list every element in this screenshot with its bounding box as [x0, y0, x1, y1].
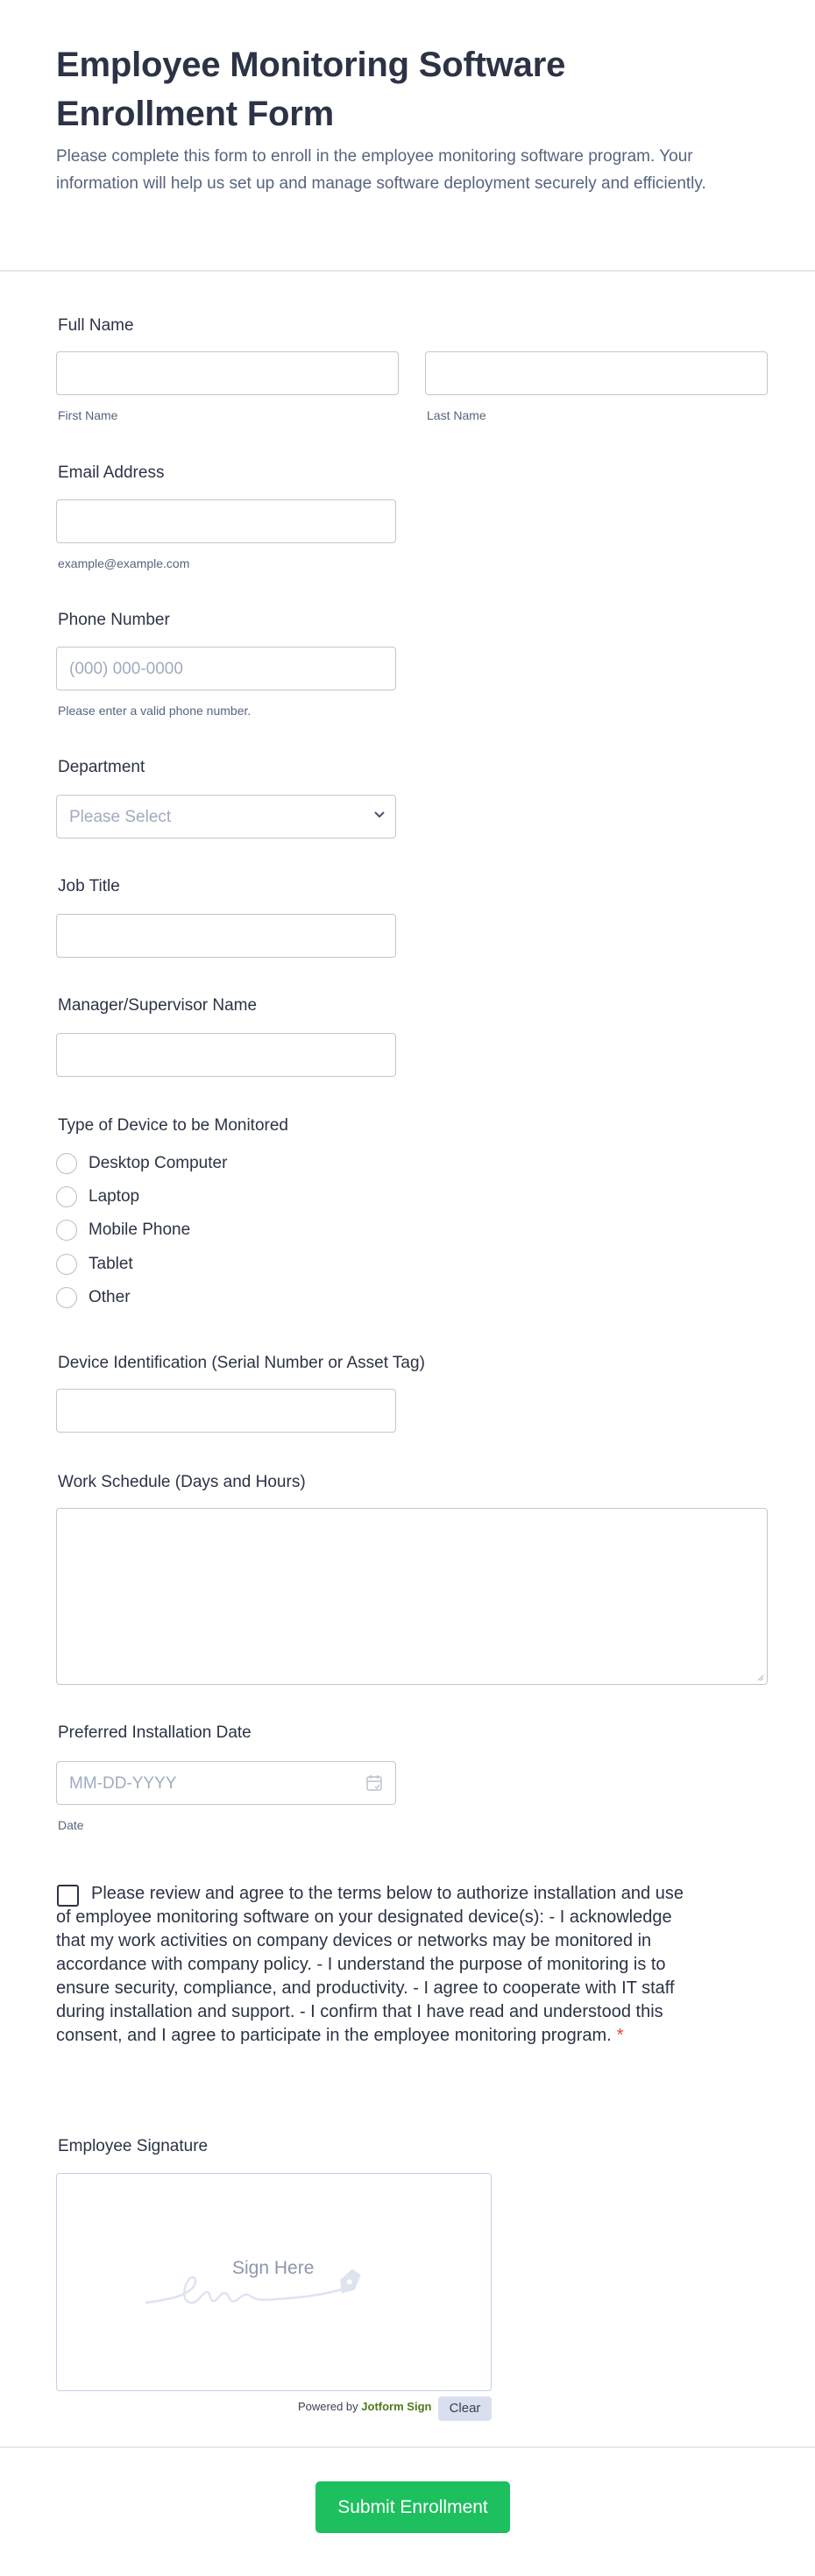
form-title: Employee Monitoring Software Enrollment Form	[56, 46, 566, 133]
email-sublabel: example@example.com	[58, 556, 190, 570]
resize-handle-icon[interactable]	[755, 1673, 764, 1681]
radio-label: Other	[89, 1288, 131, 1306]
work-schedule-textarea[interactable]	[56, 1508, 768, 1685]
radio-option-tablet[interactable]	[56, 1254, 133, 1275]
chevron-down-icon	[374, 811, 385, 818]
radio-button[interactable]	[56, 1220, 77, 1241]
signature-label: Employee Signature	[58, 2137, 209, 2155]
work-schedule-label: Work Schedule (Days and Hours)	[58, 1473, 306, 1491]
last-name-input[interactable]	[425, 351, 768, 395]
footer-divider	[0, 2446, 815, 2448]
radio-button[interactable]	[56, 1254, 77, 1275]
radio-button[interactable]	[56, 1287, 77, 1308]
job-title-label: Job Title	[58, 877, 120, 895]
radio-label: Desktop Computer	[89, 1154, 228, 1172]
clear-signature-button[interactable]: Clear	[438, 2396, 492, 2421]
job-title-input[interactable]	[56, 914, 396, 958]
submit-button[interactable]: Submit Enrollment	[315, 2481, 510, 2533]
manager-label: Manager/Supervisor Name	[58, 996, 258, 1015]
radio-label: Mobile Phone	[89, 1221, 191, 1239]
install-date-label: Preferred Installation Date	[58, 1723, 252, 1742]
department-label: Department	[58, 758, 145, 776]
device-id-input[interactable]	[56, 1389, 396, 1433]
sign-here-placeholder: Sign Here	[232, 2258, 315, 2278]
device-id-label: Device Identification (Serial Number or Asset Tag)	[58, 1354, 425, 1372]
install-date-placeholder: MM-DD-YYYY	[69, 1774, 177, 1793]
first-name-sublabel: First Name	[58, 408, 118, 422]
radio-label: Laptop	[89, 1187, 140, 1206]
phone-placeholder: (000) 000-0000	[69, 660, 183, 678]
first-name-input[interactable]	[56, 351, 399, 395]
phone-input[interactable]	[56, 647, 396, 690]
device-type-label: Type of Device to be Monitored	[58, 1116, 288, 1135]
radio-label: Tablet	[89, 1255, 133, 1273]
powered-by	[298, 2400, 431, 2414]
last-name-sublabel: Last Name	[427, 408, 486, 422]
radio-option-other[interactable]	[56, 1287, 131, 1308]
jotform-sign-brand[interactable]: Jotform Sign	[361, 2400, 432, 2413]
form-description: Please complete this form to enroll in the employee monitoring software program. Your information will help us set up and manage software deployment securely and efficiently.	[56, 147, 706, 193]
full-name-label: Full Name	[58, 316, 134, 335]
radio-button[interactable]	[56, 1186, 77, 1207]
install-date-sublabel: Date	[58, 1818, 84, 1832]
calendar-icon[interactable]	[365, 1773, 383, 1793]
email-input[interactable]	[56, 499, 396, 543]
required-mark: *	[616, 2026, 624, 2045]
consent-body: Please review and agree to the terms below to authorize installation and use of employee monitoring software on your designated device(s): - I acknowledge that my work activities on company devices or networks may be monitored in accordance with company policy. - I understand the purpose of monitoring is to ensure security, compliance, and productivity. - I agree to cooperate with IT staff during installation and support. - I confirm that I have read and understood this consent, and I agree to participate in the employee monitoring program.	[56, 1884, 684, 2045]
consent-text	[56, 1882, 687, 2048]
radio-option-desktop[interactable]	[56, 1153, 227, 1174]
email-label: Email Address	[58, 464, 165, 482]
department-selected-value: Please Select	[69, 808, 172, 826]
powered-by-prefix: Powered by	[298, 2400, 358, 2413]
signature-pad[interactable]	[56, 2173, 492, 2391]
phone-sublabel: Please enter a valid phone number.	[58, 704, 252, 718]
phone-label: Phone Number	[58, 611, 170, 629]
header-divider	[0, 270, 815, 272]
radio-button[interactable]	[56, 1153, 77, 1174]
radio-option-laptop[interactable]	[56, 1186, 139, 1207]
department-select[interactable]	[56, 795, 396, 839]
radio-option-mobile-phone[interactable]	[56, 1220, 190, 1241]
install-date-input[interactable]	[56, 1761, 396, 1805]
manager-input[interactable]	[56, 1033, 396, 1077]
